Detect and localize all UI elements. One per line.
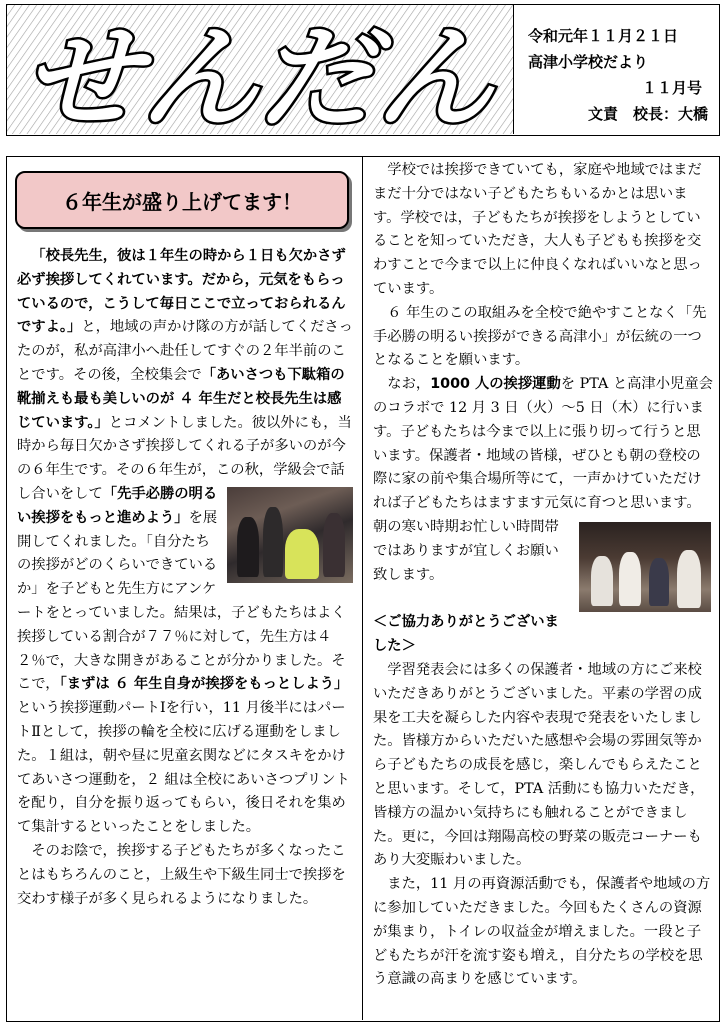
paragraph-text: なお， xyxy=(387,376,431,393)
newsletter-logo xyxy=(7,5,513,134)
article-paragraph: そのお陰で，挨拶する子どもたちが多くなったことはもちろんのこと，上級生や下級生同士で挨拶を交わす様子が多く見られるようになりました。 xyxy=(17,842,346,907)
paragraph-text: とコメントしました。彼以外にも，当時から毎日欠かさず挨拶してくれる子が多いのが今の６年生です。その６年生が，この秋，学級会で話し合いをして xyxy=(17,414,352,502)
thanks-paragraph: 学習発表会には多くの保護者・地域の方にご来校いただきありがとうございました。平素の学習の成果を工夫を凝らした内容や表現で発表をいたしました。皆様方からいただいた感想や会場の雰囲気等から子どもたちの成長を感じ，楽しんでもらえたことと思います。そして，PTA 活動にも協力いただき，皆様方の温かい気持ちにも触れることができました。更に，今回は翔陽高校の野菜の販売コーナーもあり大変賑わいました。 xyxy=(373,661,705,869)
greeting-event-name: 1000 人の挨拶運動 xyxy=(430,376,561,393)
photo-students-greeting xyxy=(227,487,353,583)
author-credit: 文責 校長：大橋 xyxy=(587,105,708,123)
article-paragraph: ６ 年生のこの取組みを全校で絶やすことなく「先手必勝の明るい挨拶ができる高津小」が伝統の一つとなることを願います。 xyxy=(373,304,707,369)
masthead xyxy=(6,4,720,136)
quote-principal: 「校長先生，彼は１年生の時から１日も欠かさず必ず挨拶してくれています。だから，元気をもらっているので，こうして毎日ここで立っておられるんですよ。」 xyxy=(17,248,346,336)
article-title: ６年生が盛り上げてます！ xyxy=(62,190,302,214)
article-paragraph xyxy=(17,245,353,840)
paragraph-text: という挨拶運動パートⅠを行い，11 月後半にはパートⅡとして，挨拶の輪を全校に広げる運動をしました。１組は，朝や昼に児童玄関などにタスキをかけてあいさつ運動を，２ 組は全校にあいさつプリントを配り，自分を振り返ってもらい，後日それを集めて集計するといったことをしました。 xyxy=(17,700,350,836)
issue-info xyxy=(513,5,718,134)
logo-art xyxy=(7,5,513,134)
issue-date: 令和元年１１月２１日 xyxy=(528,27,679,45)
photo-stage-presentation xyxy=(579,522,711,612)
quote-assembly: 「あいさつも下駄箱の靴揃えも最も美しいのが ４ 年生だと校長先生は感じています。」 xyxy=(17,366,345,431)
issue-number: １１月号 xyxy=(641,79,702,97)
column-divider xyxy=(362,157,363,1020)
article-paragraph: 学校では挨拶できていても，家庭や地域ではまだまだ十分ではない子どもたちもいるかとは思います。学校では，子どもたちが挨拶をしようとしていることを知っていただき，大人も子どもも挨拶を交わすことで今まで以上に仲良くなればいいなと思っています。 xyxy=(373,162,702,297)
right-column xyxy=(373,159,713,992)
paragraph-text: を展開してくれました。「自分たちの挨拶がどのくらいできているか」を子どもと先生方にアンケートをとっていました。結果は，子どもたちはよく挨拶している割合が７７％に対して，先生方は４２％で，大きな開きがあることが分かりました。そこで， xyxy=(17,509,346,693)
thanks-heading: ＜ご協力ありがとうございました＞ xyxy=(373,614,559,655)
paragraph-text: と，地域の声かけ隊の方が話してくださったのが，私が高津小へ赴任してすぐの２年半前のことです。その後，全校集会で xyxy=(17,319,353,383)
paragraph-text: を PTA と高津小児童会のコラボで 12 月 3 日（火）～5 日（木）に行います。子どもたちは今まで以上に張り切って行うと思います。保護者・地域の皆様，ぜひとも朝の登校の際に家の前や集合場所等にて，一声かけていただければ子どもたちはますます元気に育つと思います。 xyxy=(373,376,713,512)
article-paragraph xyxy=(373,373,713,516)
newsletter-name: 高津小学校だより xyxy=(528,53,649,71)
article-title-box xyxy=(15,171,349,229)
article-frame xyxy=(6,156,720,1022)
article-paragraph xyxy=(373,516,713,587)
paragraph-text: 朝の寒い時期お忙しい時間帯ではありますが宜しくお願い致します。 xyxy=(373,518,559,583)
thanks-paragraph: また，11 月の再資源活動でも，保護者や地域の方に参加していただきました。今回もたくさんの資源が集まり，トイレの収益金が増えました。一段と子どもたちが汗を流す姿も増え，自分たちの学校を思う意識の高まりを感じています。 xyxy=(373,876,711,988)
left-column xyxy=(17,245,353,911)
logo-text: せんだん xyxy=(23,14,496,134)
campaign-goal: 「まずは ６ 年生自身が挨拶をもっとしよう」 xyxy=(59,676,349,693)
campaign-slogan: 「先手必勝の明るい挨拶をもっと進めよう」 xyxy=(17,485,218,526)
